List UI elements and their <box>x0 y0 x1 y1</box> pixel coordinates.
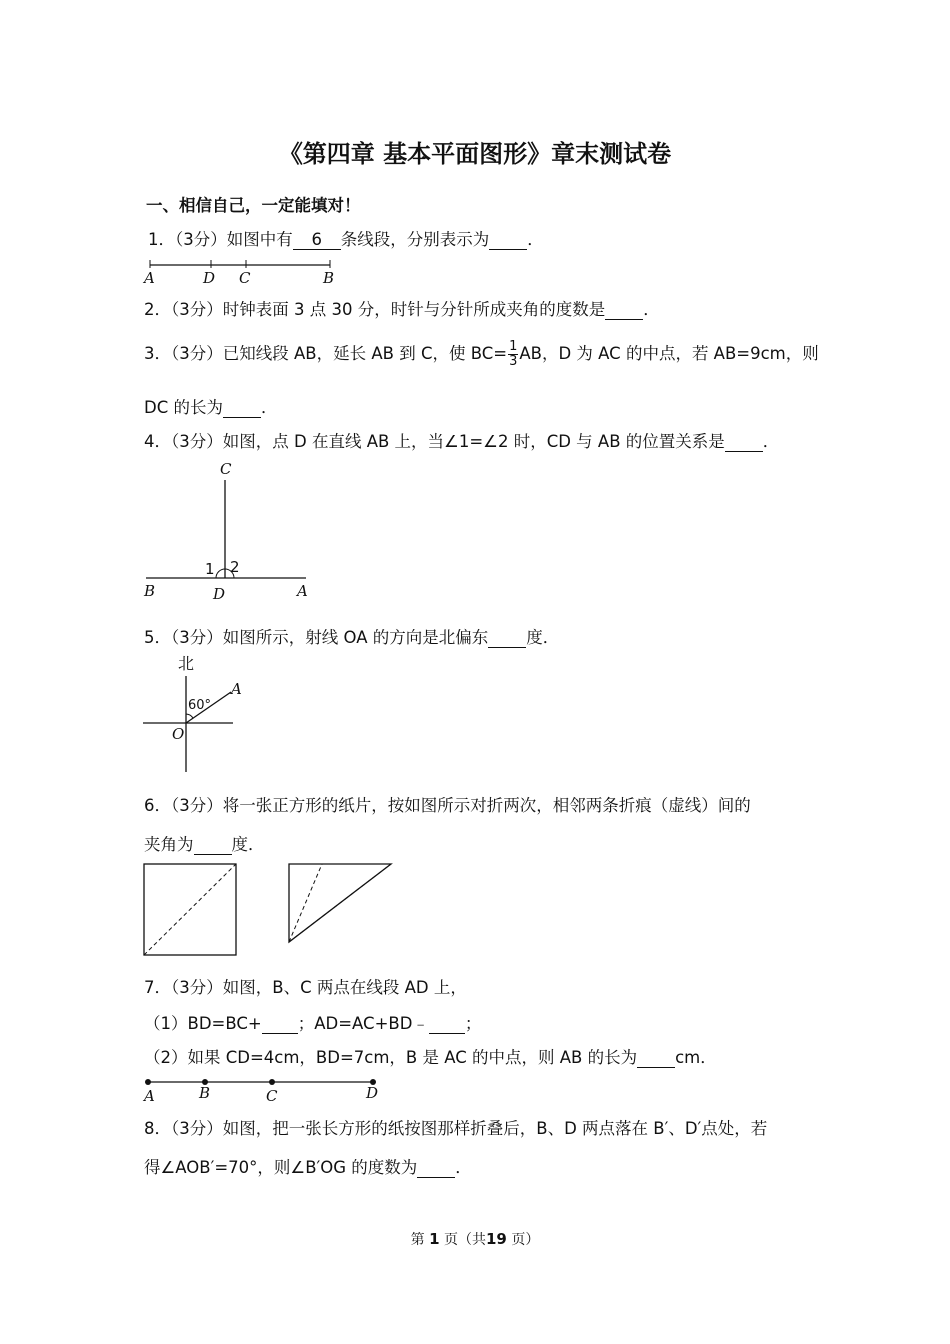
answer-blank[interactable]: 6 <box>293 231 341 250</box>
answer-blank[interactable] <box>262 1015 298 1034</box>
angle-2-label: 2 <box>230 558 240 576</box>
label-d: D <box>366 1084 379 1102</box>
page-footer: 第 1 页（共19 页） <box>410 1230 540 1248</box>
question-8-line2: 得∠AOB′=70°，则∠B′OG 的度数为 ． <box>144 1158 472 1177</box>
answer-blank[interactable] <box>488 629 526 648</box>
label-c: C <box>266 1087 278 1104</box>
label-o: O <box>172 725 185 743</box>
label-b: B <box>199 1084 211 1102</box>
answer-blank[interactable] <box>194 836 232 855</box>
figure-q5-direction <box>138 652 248 777</box>
question-4: 4．（3分）如图，点 D 在直线 AB 上，当∠1=∠2 时，CD 与 AB 的位置关系是 ． <box>144 432 780 451</box>
question-8: 8．（3分）如图，把一张长方形的纸按图那样折叠后，B、D 两点落在 B′、D′点处，若 <box>144 1119 768 1138</box>
figure-q7-segment <box>140 1074 390 1104</box>
page-title: 《第四章 基本平面图形》章末测试卷 <box>278 140 672 168</box>
answer-blank[interactable] <box>725 433 763 452</box>
label-c: C <box>220 460 232 478</box>
question-5: 5．（3分）如图所示，射线 OA 的方向是北偏东 度． <box>144 628 560 647</box>
question-6: 6．（3分）将一张正方形的纸片，按如图所示对折两次，相邻两条折痕（虚线）间的 <box>144 796 751 815</box>
label-a: A <box>144 269 155 287</box>
section-heading: 一、相信自己，一定能填对！ <box>146 196 361 215</box>
question-7-part1: （1）BD=BC+ ；AD=AC+BD﹣ ； <box>144 1014 482 1033</box>
question-1: 1．（3分）如图中有 6 条线段，分别表示为 ． <box>148 230 544 249</box>
answer-blank[interactable] <box>605 301 643 320</box>
answer-blank[interactable] <box>637 1049 675 1068</box>
label-a: A <box>231 680 242 698</box>
question-7-part2: （2）如果 CD=4cm，BD=7cm，B 是 AC 的中点，则 AB 的长为 cm． <box>144 1048 717 1067</box>
answer-blank[interactable] <box>489 231 527 250</box>
figure-q6-folding <box>140 860 400 960</box>
figure-q4-perpendicular <box>140 458 320 603</box>
question-2: 2．（3分）时钟表面 3 点 30 分，时针与分针所成夹角的度数是 ． <box>144 300 660 319</box>
fraction: $\frac{1}{3}$ <box>509 339 518 369</box>
label-a: A <box>144 1087 155 1104</box>
question-3-line2: DC 的长为 ． <box>144 398 278 417</box>
label-d: D <box>203 269 216 287</box>
figure-q1-segment <box>140 256 350 288</box>
label-d: D <box>213 585 226 603</box>
answer-blank[interactable] <box>417 1159 455 1178</box>
answer-blank[interactable] <box>429 1015 465 1034</box>
question-7: 7．（3分）如图，B、C 两点在线段 AD 上， <box>144 978 467 997</box>
label-a: A <box>297 582 308 600</box>
angle-label: 60° <box>188 698 212 713</box>
question-3: 3．（3分）已知线段 AB，延长 AB 到 C，使 BC= $\frac{1}{3}$ AB，D 为 AC 的中点，若 AB=9cm，则 <box>144 339 819 369</box>
label-b: B <box>323 269 335 287</box>
question-6-line2: 夹角为 度． <box>144 835 265 854</box>
label-c: C <box>239 269 251 287</box>
answer-blank[interactable] <box>223 399 261 418</box>
label-b: B <box>144 582 156 600</box>
angle-1-label: 1 <box>205 560 215 578</box>
north-label: 北 <box>178 654 195 673</box>
